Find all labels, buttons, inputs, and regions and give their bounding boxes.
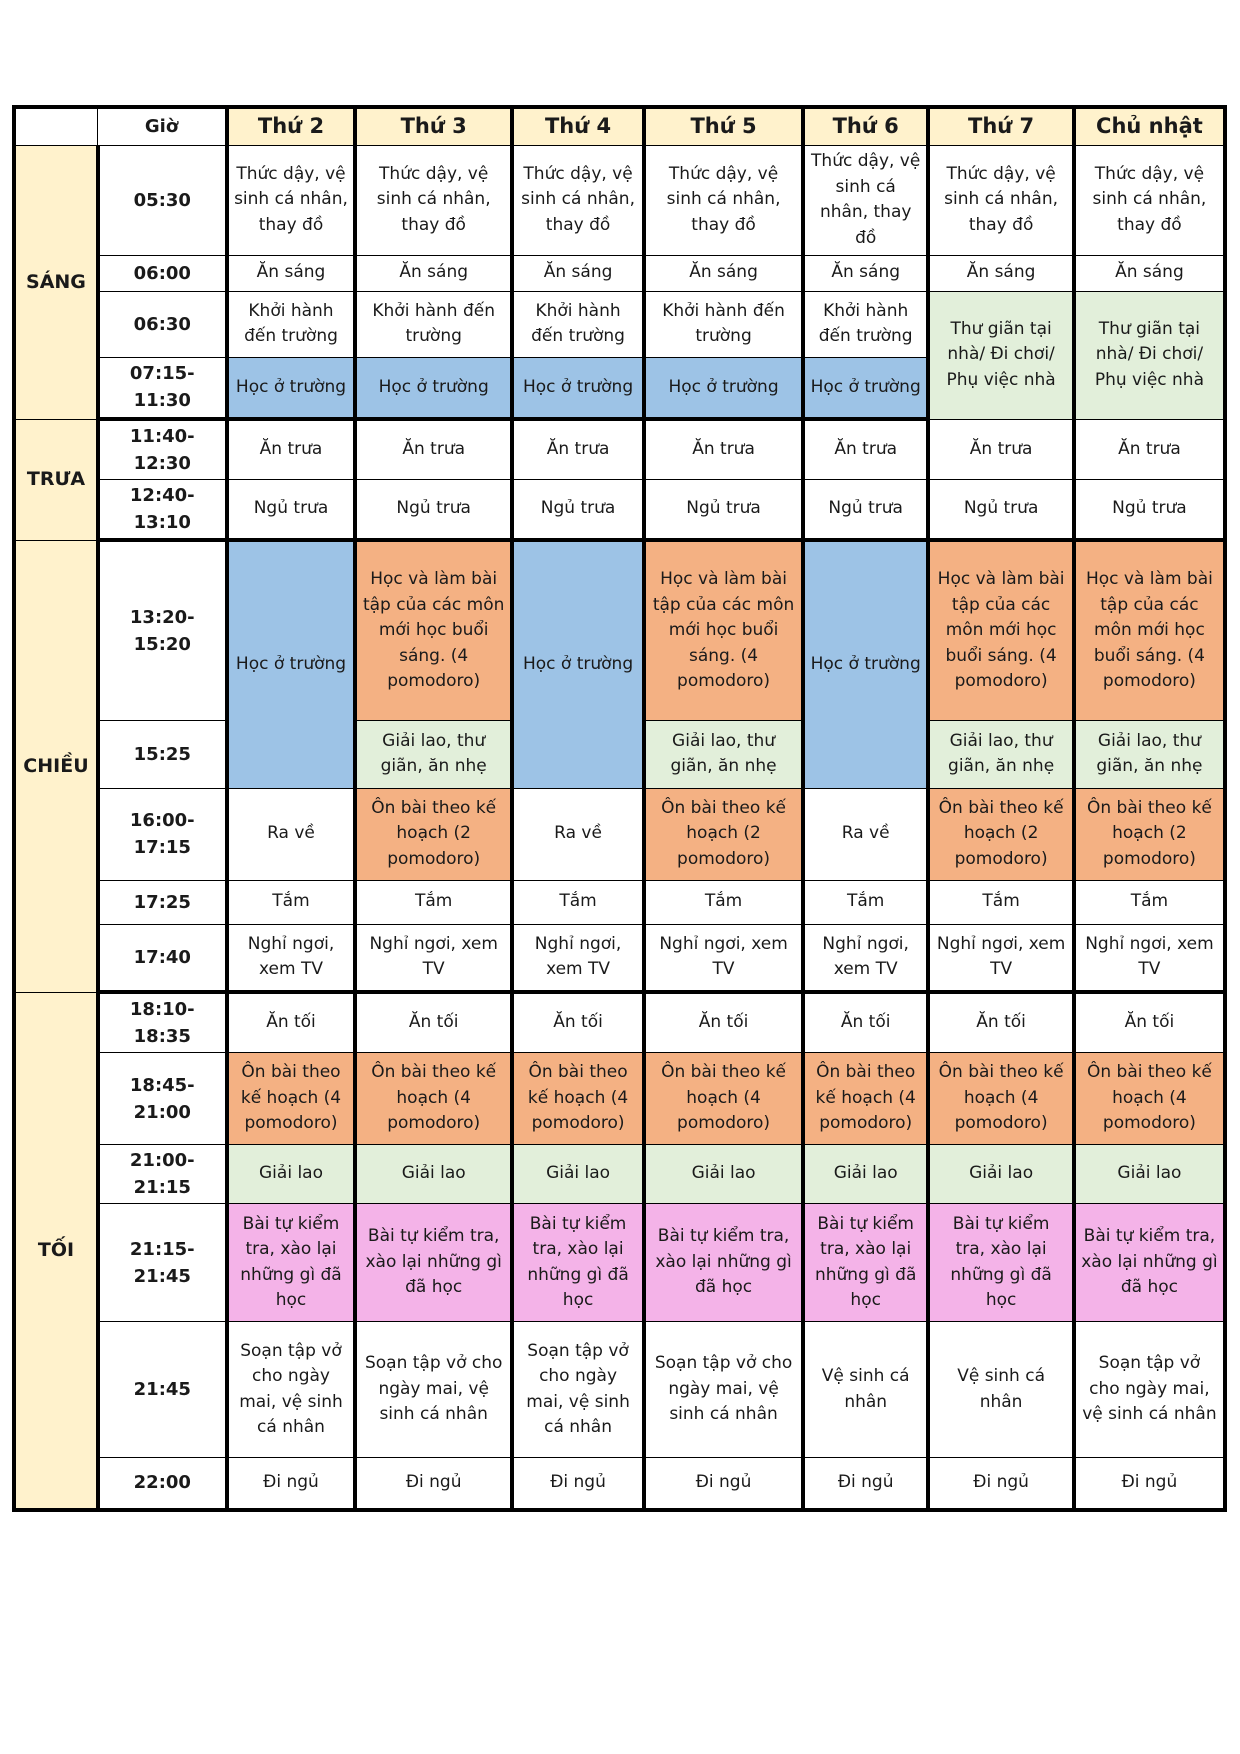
corner-cell bbox=[14, 107, 98, 145]
activity-cell: Ăn tối bbox=[644, 992, 803, 1053]
activity-cell: Vệ sinh cá nhân bbox=[803, 1322, 928, 1458]
activity-cell: Tắm bbox=[644, 880, 803, 924]
activity-cell: Học và làm bài tập của các môn mới học buổi sáng. (4 pomodoro) bbox=[928, 540, 1073, 720]
activity-cell: Học ở trường bbox=[227, 540, 356, 788]
activity-cell: Ăn sáng bbox=[803, 255, 928, 291]
time-slot: 16:00-17:15 bbox=[98, 788, 227, 880]
time-slot: 11:40-12:30 bbox=[98, 419, 227, 480]
activity-cell: Nghỉ ngơi, xem TV bbox=[803, 924, 928, 992]
activity-cell: Nghỉ ngơi, xem TV bbox=[644, 924, 803, 992]
activity-cell: Đi ngủ bbox=[355, 1458, 512, 1510]
activity-cell: Ôn bài theo kế hoạch (2 pomodoro) bbox=[644, 788, 803, 880]
time-slot: 12:40-13:10 bbox=[98, 480, 227, 541]
activity-cell: Ngủ trưa bbox=[512, 480, 644, 541]
activity-cell: Bài tự kiểm tra, xào lại những gì đã học bbox=[928, 1204, 1073, 1322]
activity-cell: Tắm bbox=[355, 880, 512, 924]
activity-cell: Ngủ trưa bbox=[1074, 480, 1225, 541]
activity-cell: Ăn tối bbox=[355, 992, 512, 1053]
activity-cell: Ăn tối bbox=[928, 992, 1073, 1053]
activity-cell: Học và làm bài tập của các môn mới học buổi sáng. (4 pomodoro) bbox=[355, 540, 512, 720]
time-slot: 06:00 bbox=[98, 255, 227, 291]
activity-cell: Giải lao bbox=[928, 1145, 1073, 1204]
activity-cell: Ăn trưa bbox=[928, 419, 1073, 480]
time-slot: 21:15-21:45 bbox=[98, 1204, 227, 1322]
activity-cell: Ôn bài theo kế hoạch (2 pomodoro) bbox=[355, 788, 512, 880]
time-slot: 17:25 bbox=[98, 880, 227, 924]
activity-cell: Nghỉ ngơi, xem TV bbox=[512, 924, 644, 992]
time-slot: 22:00 bbox=[98, 1458, 227, 1510]
activity-cell: Ăn tối bbox=[512, 992, 644, 1053]
activity-cell: Học ở trường bbox=[803, 540, 928, 788]
activity-cell: Ôn bài theo kế hoạch (4 pomodoro) bbox=[928, 1053, 1073, 1145]
activity-cell: Vệ sinh cá nhân bbox=[928, 1322, 1073, 1458]
activity-cell: Ăn sáng bbox=[355, 255, 512, 291]
activity-cell: Ăn trưa bbox=[1074, 419, 1225, 480]
activity-cell: Ăn tối bbox=[227, 992, 356, 1053]
activity-cell: Tắm bbox=[227, 880, 356, 924]
activity-cell: Thức dậy, vệ sinh cá nhân, thay đồ bbox=[803, 145, 928, 255]
activity-cell: Soạn tập vở cho ngày mai, vệ sinh cá nhân bbox=[227, 1322, 356, 1458]
activity-cell: Ôn bài theo kế hoạch (2 pomodoro) bbox=[928, 788, 1073, 880]
activity-cell: Giải lao bbox=[803, 1145, 928, 1204]
time-slot: 05:30 bbox=[98, 145, 227, 255]
activity-cell: Ăn sáng bbox=[928, 255, 1073, 291]
activity-cell: Học ở trường bbox=[227, 357, 356, 419]
activity-cell: Ăn trưa bbox=[803, 419, 928, 480]
activity-cell: Ôn bài theo kế hoạch (4 pomodoro) bbox=[1074, 1053, 1225, 1145]
activity-cell: Giải lao bbox=[227, 1145, 356, 1204]
activity-cell: Ra về bbox=[512, 788, 644, 880]
activity-cell: Ôn bài theo kế hoạch (4 pomodoro) bbox=[227, 1053, 356, 1145]
activity-cell: Ôn bài theo kế hoạch (4 pomodoro) bbox=[644, 1053, 803, 1145]
activity-cell: Học ở trường bbox=[512, 357, 644, 419]
day-header-mon: Thứ 2 bbox=[227, 107, 356, 145]
activity-cell: Bài tự kiểm tra, xào lại những gì đã học bbox=[644, 1204, 803, 1322]
activity-cell: Giải lao bbox=[355, 1145, 512, 1204]
activity-cell: Tắm bbox=[803, 880, 928, 924]
activity-cell: Học và làm bài tập của các môn mới học buổi sáng. (4 pomodoro) bbox=[644, 540, 803, 720]
activity-cell: Tắm bbox=[1074, 880, 1225, 924]
time-slot: 18:45-21:00 bbox=[98, 1053, 227, 1145]
day-header-thu: Thứ 5 bbox=[644, 107, 803, 145]
time-slot: 21:45 bbox=[98, 1322, 227, 1458]
activity-cell: Khởi hành đến trường bbox=[644, 291, 803, 357]
activity-cell: Thức dậy, vệ sinh cá nhân, thay đồ bbox=[512, 145, 644, 255]
activity-cell: Đi ngủ bbox=[803, 1458, 928, 1510]
activity-cell: Ra về bbox=[227, 788, 356, 880]
period-evening: TỐI bbox=[14, 992, 98, 1510]
activity-cell: Ôn bài theo kế hoạch (2 pomodoro) bbox=[1074, 788, 1225, 880]
day-header-wed: Thứ 4 bbox=[512, 107, 644, 145]
activity-cell: Ôn bài theo kế hoạch (4 pomodoro) bbox=[803, 1053, 928, 1145]
activity-cell: Ngủ trưa bbox=[355, 480, 512, 541]
activity-cell: Học ở trường bbox=[355, 357, 512, 419]
activity-cell: Học ở trường bbox=[512, 540, 644, 788]
activity-cell: Ăn tối bbox=[1074, 992, 1225, 1053]
activity-cell: Ăn trưa bbox=[512, 419, 644, 480]
activity-cell: Ôn bài theo kế hoạch (4 pomodoro) bbox=[355, 1053, 512, 1145]
activity-cell: Đi ngủ bbox=[227, 1458, 356, 1510]
activity-cell: Đi ngủ bbox=[512, 1458, 644, 1510]
time-slot: 06:30 bbox=[98, 291, 227, 357]
activity-cell: Ăn sáng bbox=[1074, 255, 1225, 291]
activity-cell: Ôn bài theo kế hoạch (4 pomodoro) bbox=[512, 1053, 644, 1145]
activity-cell: Thư giãn tại nhà/ Đi chơi/ Phụ việc nhà bbox=[1074, 291, 1225, 419]
activity-cell: Đi ngủ bbox=[928, 1458, 1073, 1510]
activity-cell: Ăn trưa bbox=[227, 419, 356, 480]
activity-cell: Giải lao, thư giãn, ăn nhẹ bbox=[928, 720, 1073, 788]
activity-cell: Giải lao, thư giãn, ăn nhẹ bbox=[1074, 720, 1225, 788]
activity-cell: Khởi hành đến trường bbox=[512, 291, 644, 357]
activity-cell: Ăn sáng bbox=[644, 255, 803, 291]
activity-cell: Thức dậy, vệ sinh cá nhân, thay đồ bbox=[227, 145, 356, 255]
activity-cell: Tắm bbox=[512, 880, 644, 924]
day-header-sun: Chủ nhật bbox=[1074, 107, 1225, 145]
activity-cell: Bài tự kiểm tra, xào lại những gì đã học bbox=[355, 1204, 512, 1322]
activity-cell: Đi ngủ bbox=[1074, 1458, 1225, 1510]
activity-cell: Giải lao bbox=[512, 1145, 644, 1204]
period-noon: TRƯA bbox=[14, 419, 98, 540]
time-slot: 13:20-15:20 bbox=[98, 540, 227, 720]
activity-cell: Soạn tập vở cho ngày mai, vệ sinh cá nhân bbox=[644, 1322, 803, 1458]
activity-cell: Đi ngủ bbox=[644, 1458, 803, 1510]
activity-cell: Tắm bbox=[928, 880, 1073, 924]
day-header-fri: Thứ 6 bbox=[803, 107, 928, 145]
activity-cell: Ăn trưa bbox=[644, 419, 803, 480]
activity-cell: Nghỉ ngơi, xem TV bbox=[355, 924, 512, 992]
day-header-tue: Thứ 3 bbox=[355, 107, 512, 145]
activity-cell: Thức dậy, vệ sinh cá nhân, thay đồ bbox=[355, 145, 512, 255]
activity-cell: Soạn tập vở cho ngày mai, vệ sinh cá nhân bbox=[1074, 1322, 1225, 1458]
activity-cell: Học và làm bài tập của các môn mới học buổi sáng. (4 pomodoro) bbox=[1074, 540, 1225, 720]
activity-cell: Khởi hành đến trường bbox=[227, 291, 356, 357]
activity-cell: Soạn tập vở cho ngày mai, vệ sinh cá nhân bbox=[355, 1322, 512, 1458]
activity-cell: Thức dậy, vệ sinh cá nhân, thay đồ bbox=[928, 145, 1073, 255]
weekly-schedule bbox=[12, 105, 1227, 1494]
activity-cell: Nghỉ ngơi, xem TV bbox=[928, 924, 1073, 992]
activity-cell: Nghỉ ngơi, xem TV bbox=[227, 924, 356, 992]
activity-cell: Bài tự kiểm tra, xào lại những gì đã học bbox=[803, 1204, 928, 1322]
activity-cell: Ăn sáng bbox=[512, 255, 644, 291]
time-column-header: Giờ bbox=[98, 107, 227, 145]
activity-cell: Ăn tối bbox=[803, 992, 928, 1053]
schedule-table bbox=[12, 105, 1227, 1512]
activity-cell: Khởi hành đến trường bbox=[803, 291, 928, 357]
activity-cell: Học ở trường bbox=[644, 357, 803, 419]
activity-cell: Học ở trường bbox=[803, 357, 928, 419]
time-slot: 07:15-11:30 bbox=[98, 357, 227, 419]
activity-cell: Ngủ trưa bbox=[644, 480, 803, 541]
activity-cell: Soạn tập vở cho ngày mai, vệ sinh cá nhân bbox=[512, 1322, 644, 1458]
activity-cell: Giải lao, thư giãn, ăn nhẹ bbox=[355, 720, 512, 788]
time-slot: 18:10-18:35 bbox=[98, 992, 227, 1053]
day-header-sat: Thứ 7 bbox=[928, 107, 1073, 145]
activity-cell: Giải lao, thư giãn, ăn nhẹ bbox=[644, 720, 803, 788]
activity-cell: Thức dậy, vệ sinh cá nhân, thay đồ bbox=[644, 145, 803, 255]
activity-cell: Ăn sáng bbox=[227, 255, 356, 291]
activity-cell: Thư giãn tại nhà/ Đi chơi/ Phụ việc nhà bbox=[928, 291, 1073, 419]
activity-cell: Ngủ trưa bbox=[803, 480, 928, 541]
time-slot: 15:25 bbox=[98, 720, 227, 788]
activity-cell: Ngủ trưa bbox=[928, 480, 1073, 541]
time-slot: 17:40 bbox=[98, 924, 227, 992]
activity-cell: Bài tự kiểm tra, xào lại những gì đã học bbox=[1074, 1204, 1225, 1322]
activity-cell: Thức dậy, vệ sinh cá nhân, thay đồ bbox=[1074, 145, 1225, 255]
time-slot: 21:00-21:15 bbox=[98, 1145, 227, 1204]
activity-cell: Bài tự kiểm tra, xào lại những gì đã học bbox=[512, 1204, 644, 1322]
activity-cell: Ăn trưa bbox=[355, 419, 512, 480]
period-afternoon: CHIỀU bbox=[14, 540, 98, 992]
activity-cell: Bài tự kiểm tra, xào lại những gì đã học bbox=[227, 1204, 356, 1322]
activity-cell: Ra về bbox=[803, 788, 928, 880]
activity-cell: Khởi hành đến trường bbox=[355, 291, 512, 357]
period-morning: SÁNG bbox=[14, 145, 98, 419]
activity-cell: Giải lao bbox=[1074, 1145, 1225, 1204]
activity-cell: Giải lao bbox=[644, 1145, 803, 1204]
activity-cell: Nghỉ ngơi, xem TV bbox=[1074, 924, 1225, 992]
activity-cell: Ngủ trưa bbox=[227, 480, 356, 541]
